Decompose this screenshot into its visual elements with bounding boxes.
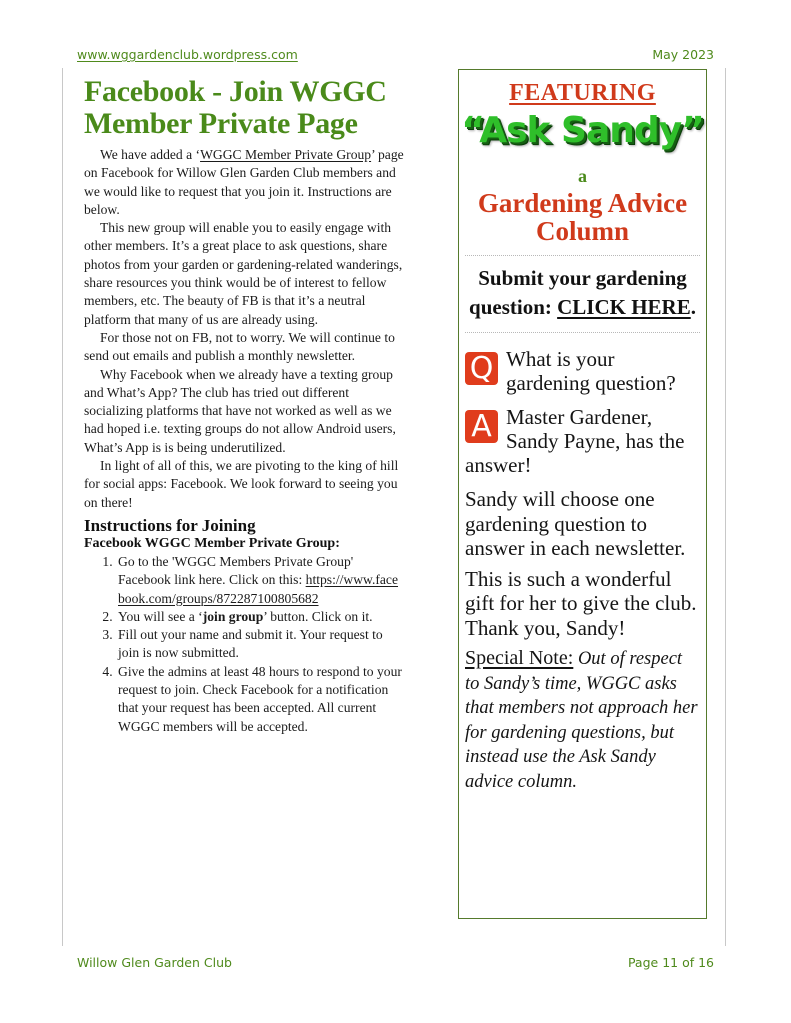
- column-title: Gardening Advice Column: [477, 188, 688, 246]
- member-group-link[interactable]: WGGC Member Private Group: [200, 147, 372, 162]
- sidebar-paragraph: This is such a wonderful gift for her to give the club. Thank you, Sandy!: [465, 566, 697, 640]
- p1-post: ’ page on Facebook for Willow Glen Garden Club members and we would like to request that you join it. Instructions are below.: [84, 147, 404, 217]
- paragraph: Why Facebook when we already have a texting group and What’s App? The club has tried out different socializing platforms that have not worked as well as we had hoped i.e. texting groups do not allow Android users, What’s App is is being underutilized.: [84, 366, 396, 455]
- question-text: What is your gardening question?: [506, 347, 676, 395]
- answer-text: Master Gardener, Sandy Payne, has the answer!: [465, 405, 685, 477]
- footer-club-name: Willow Glen Garden Club: [77, 955, 232, 970]
- right-margin-rule: [725, 68, 726, 946]
- submit-text: Submit your gardening question:: [469, 266, 687, 319]
- instruction-steps: [84, 553, 404, 736]
- page-number: Page 11 of 16: [627, 955, 714, 970]
- left-margin-rule: [62, 68, 63, 946]
- paragraph: For those not on FB, not to worry. We will continue to send out emails and publish a monthly newsletter.: [84, 329, 395, 364]
- paragraph: In light of all of this, we are pivoting to the king of hill for social apps: Facebook. We look forward to seeing you on there!: [84, 458, 399, 510]
- paragraph: [84, 146, 404, 219]
- issue-date: May 2023: [652, 47, 714, 62]
- article-a: a: [578, 166, 587, 186]
- join-group-label: join group: [202, 608, 264, 624]
- step-2-post: ’ button. Click on it.: [263, 608, 373, 624]
- click-here-link[interactable]: CLICK HERE: [557, 295, 691, 319]
- step-2-pre: You will see a ‘: [118, 608, 203, 624]
- sidebar-paragraph: Sandy will choose one gardening question to answer in each newsletter.: [465, 487, 686, 560]
- p1-pre: We have added a ‘: [100, 147, 201, 162]
- special-note-text: Out of respect to Sandy’s time, WGGC asks that members not approach her for gardening questions, but instead use the Ask Sandy advice column.: [465, 649, 698, 792]
- special-note: [465, 646, 700, 794]
- a-badge-icon: A: [465, 410, 498, 443]
- submit-period: .: [690, 295, 696, 319]
- article-column: [84, 76, 404, 736]
- ask-sandy-logo: “Ask Sandy”: [461, 110, 704, 151]
- question-row: [465, 347, 700, 395]
- step-1: [116, 553, 404, 608]
- qa-section: [459, 347, 706, 477]
- answer-row: [465, 405, 700, 477]
- divider: [465, 332, 700, 333]
- facebook-group-link[interactable]: https://www.facebook.com/groups/872287100805682: [118, 572, 399, 606]
- featuring-label: FEATURING: [509, 80, 656, 106]
- instructions-subheading: Facebook WGGC Member Private Group:: [84, 535, 340, 551]
- article-title: Facebook - Join WGGC Member Private Page: [84, 75, 387, 140]
- q-badge-icon: Q: [465, 352, 498, 385]
- paragraph: This new group will enable you to easily engage with other members. It’s a great place to ask questions, share photos from your garden or gardening-related wanderings, share resources you think would be of interest to fellow members, etc. The beauty of FB is that it’s a neutral platform that many of us are already using.: [84, 220, 403, 327]
- instructions-heading: Instructions for Joining: [84, 515, 256, 535]
- special-note-label: Special Note:: [465, 647, 574, 669]
- divider: [465, 255, 700, 256]
- website-link[interactable]: www.wggardenclub.wordpress.com: [77, 47, 298, 62]
- step-2: [116, 608, 404, 626]
- submit-question-prompt: [459, 264, 706, 322]
- step-3: 3. Fill out your name and submit it. Your request to join is now submitted.: [116, 626, 404, 663]
- ask-sandy-box: [458, 69, 707, 919]
- step-1-text: Go to the 'WGGC Members Private Group' Facebook link here. Click on this:: [118, 553, 354, 588]
- step-4: 4. Give the admins at least 48 hours to respond to your request to join. Check Facebook for a notification that your request has been accepted. All current WGGC members will be accepted.: [116, 663, 404, 736]
